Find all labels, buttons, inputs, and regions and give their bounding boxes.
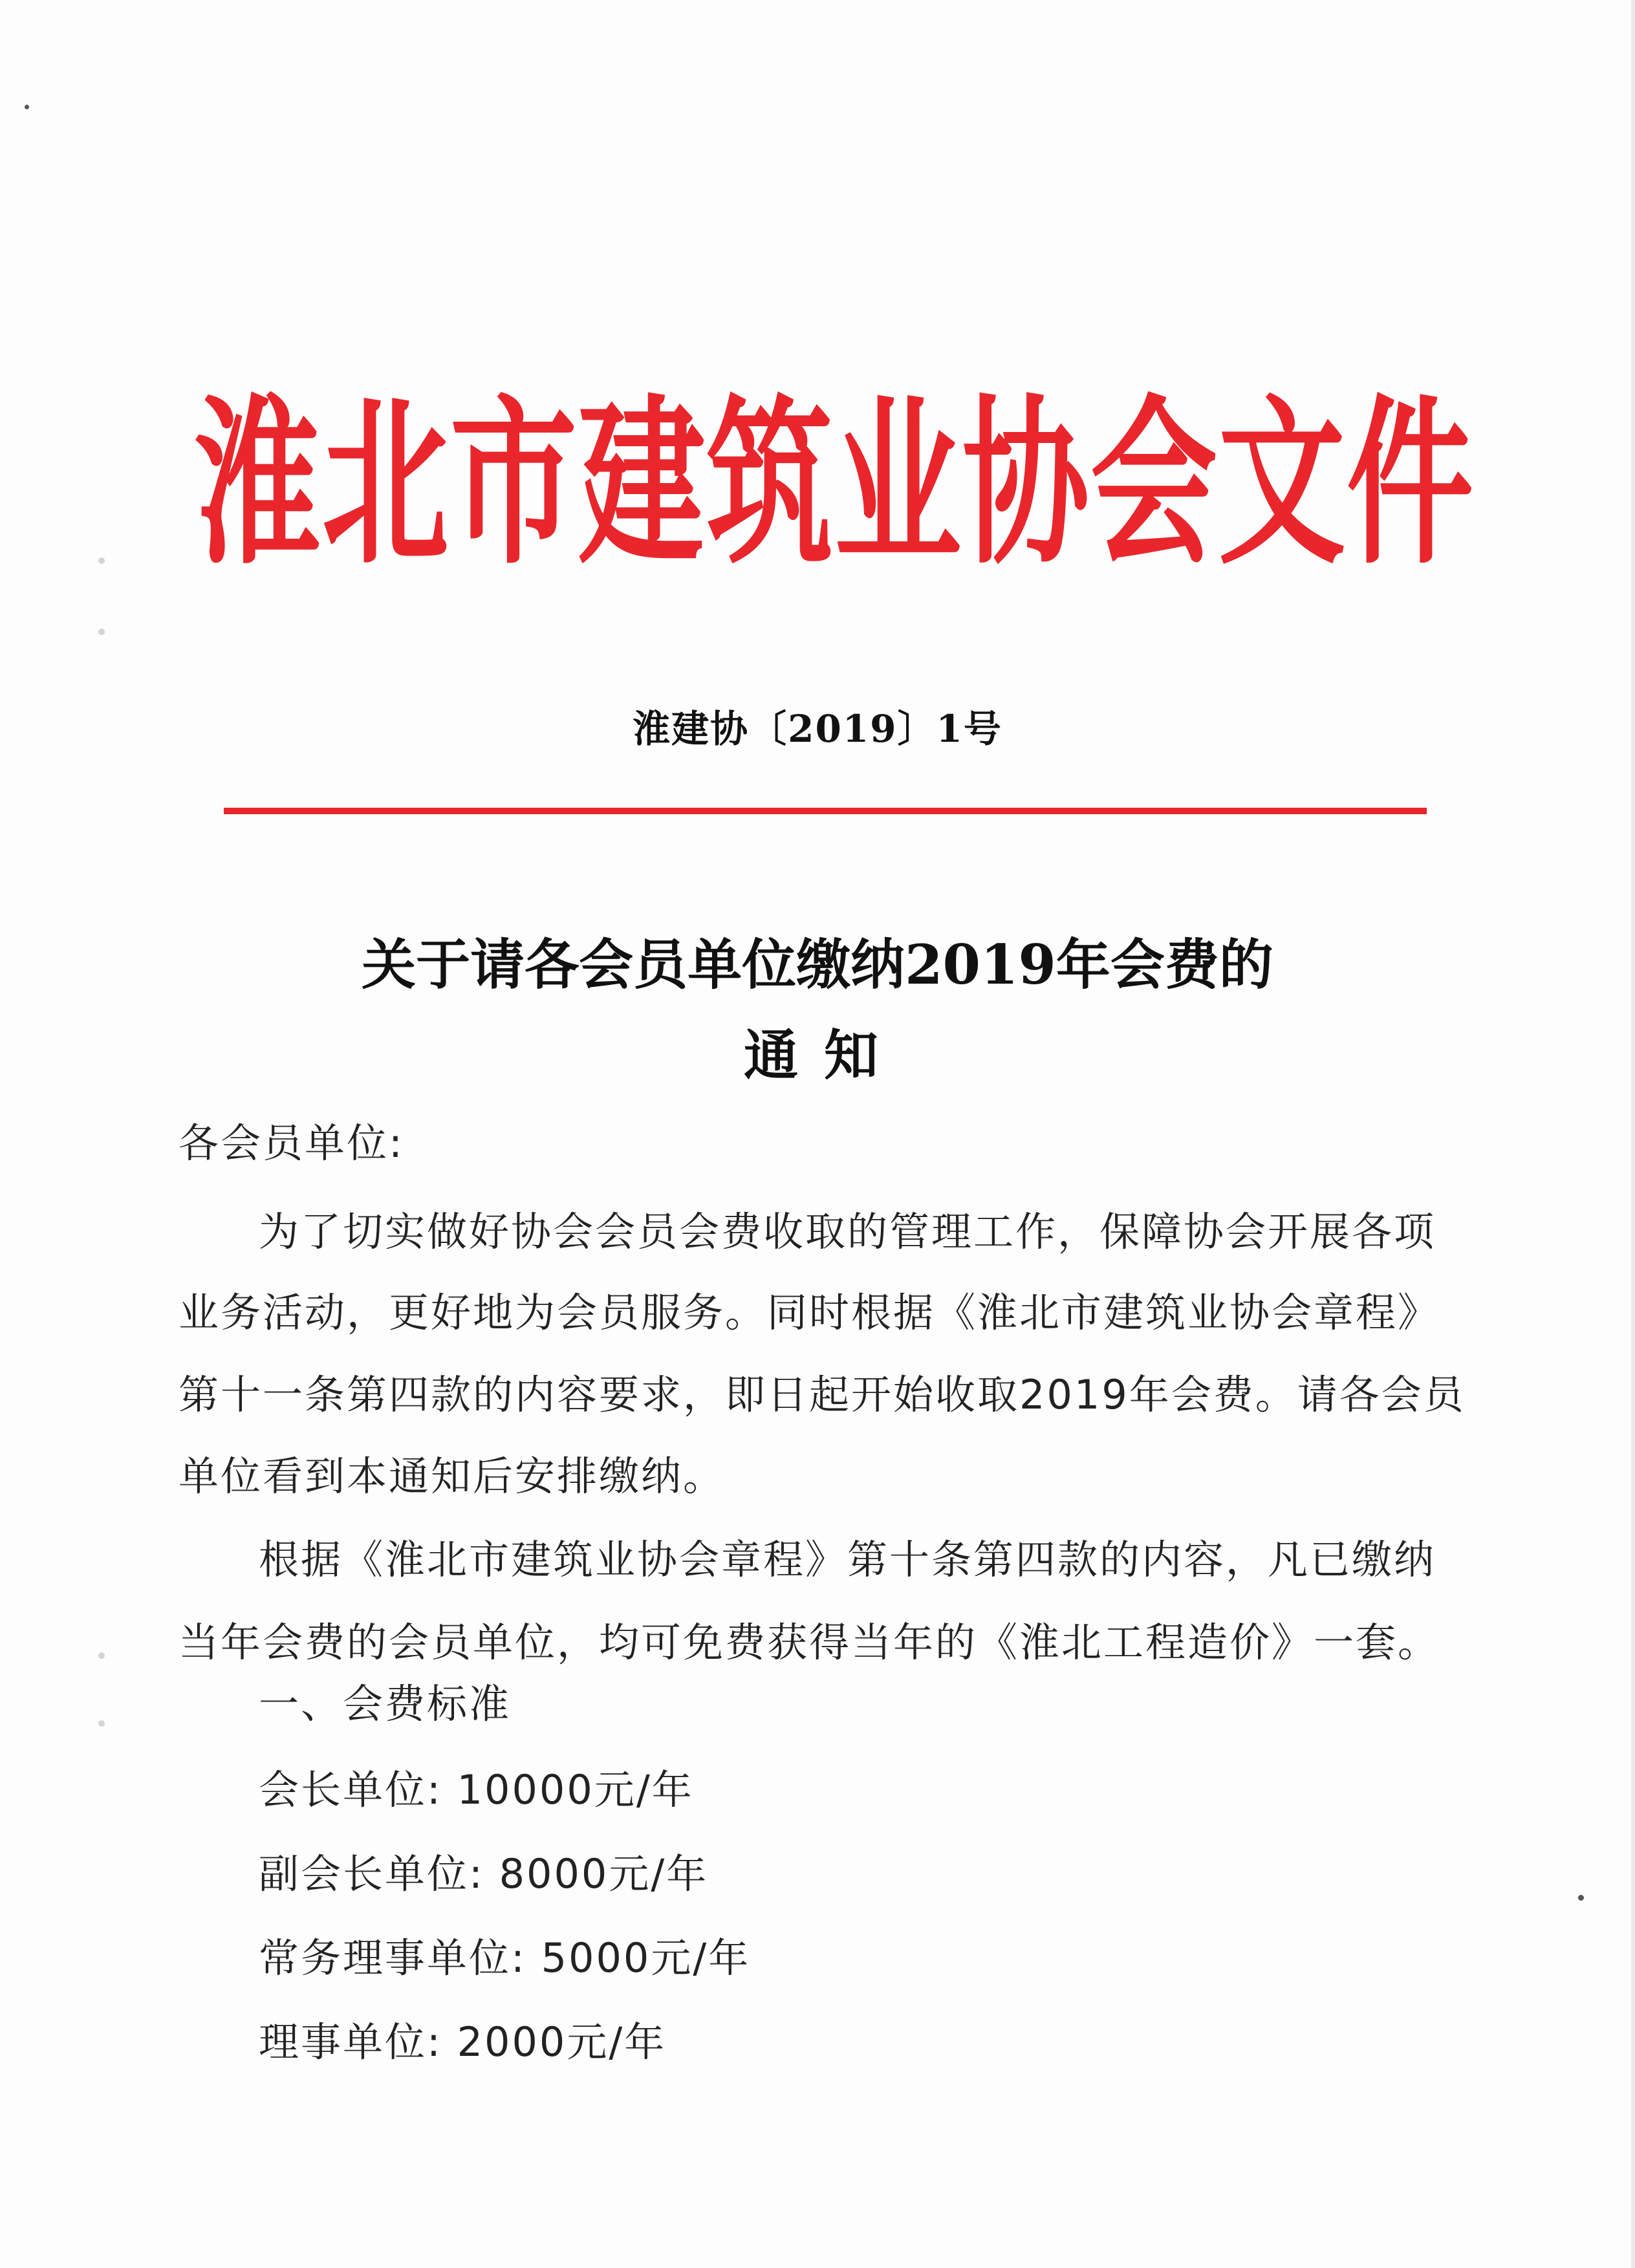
- org-header-title: 淮北市建筑业协会文件: [194, 380, 1475, 590]
- scan-speck: [1578, 1895, 1584, 1901]
- binding-hole: [98, 1652, 105, 1659]
- notice-title-line-1: 关于请各会员单位缴纳2019年会费的: [362, 933, 1273, 997]
- fee-item: 会长单位: 10000元/年: [259, 1766, 694, 1813]
- binding-hole: [98, 629, 105, 635]
- fee-item: 理事单位: 2000元/年: [259, 2018, 667, 2066]
- paragraph-2-line: 当年会费的会员单位，均可免费获得当年的《淮北工程造价》一套。: [179, 1619, 1440, 1666]
- page-edge: [1631, 0, 1635, 2268]
- section-1-heading: 一、会费标准: [259, 1680, 512, 1727]
- scan-speck: [25, 105, 29, 109]
- notice-title-line-2: 通知: [743, 1023, 904, 1087]
- paragraph-1-line: 业务活动，更好地为会员服务。同时根据《淮北市建筑业协会章程》: [179, 1289, 1440, 1336]
- red-separator-line: [224, 808, 1427, 814]
- fee-item: 常务理事单位: 5000元/年: [259, 1934, 751, 1982]
- paragraph-1-line: 单位看到本通知后安排缴纳。: [179, 1453, 726, 1500]
- paragraph-1-line: 为了切实做好协会会员会费收取的管理工作，保障协会开展各项: [259, 1208, 1436, 1255]
- binding-hole: [98, 557, 105, 564]
- salutation: 各会员单位:: [179, 1119, 404, 1167]
- paragraph-1-line: 第十一条第四款的内容要求，即日起开始收取2019年会费。请各会员: [179, 1371, 1466, 1418]
- paragraph-2-line: 根据《淮北市建筑业协会章程》第十条第四款的内容，凡已缴纳: [259, 1536, 1436, 1583]
- document-number: 淮建协〔2019〕1号: [633, 707, 1002, 751]
- binding-hole: [98, 1720, 105, 1727]
- fee-item: 副会长单位: 8000元/年: [259, 1850, 709, 1897]
